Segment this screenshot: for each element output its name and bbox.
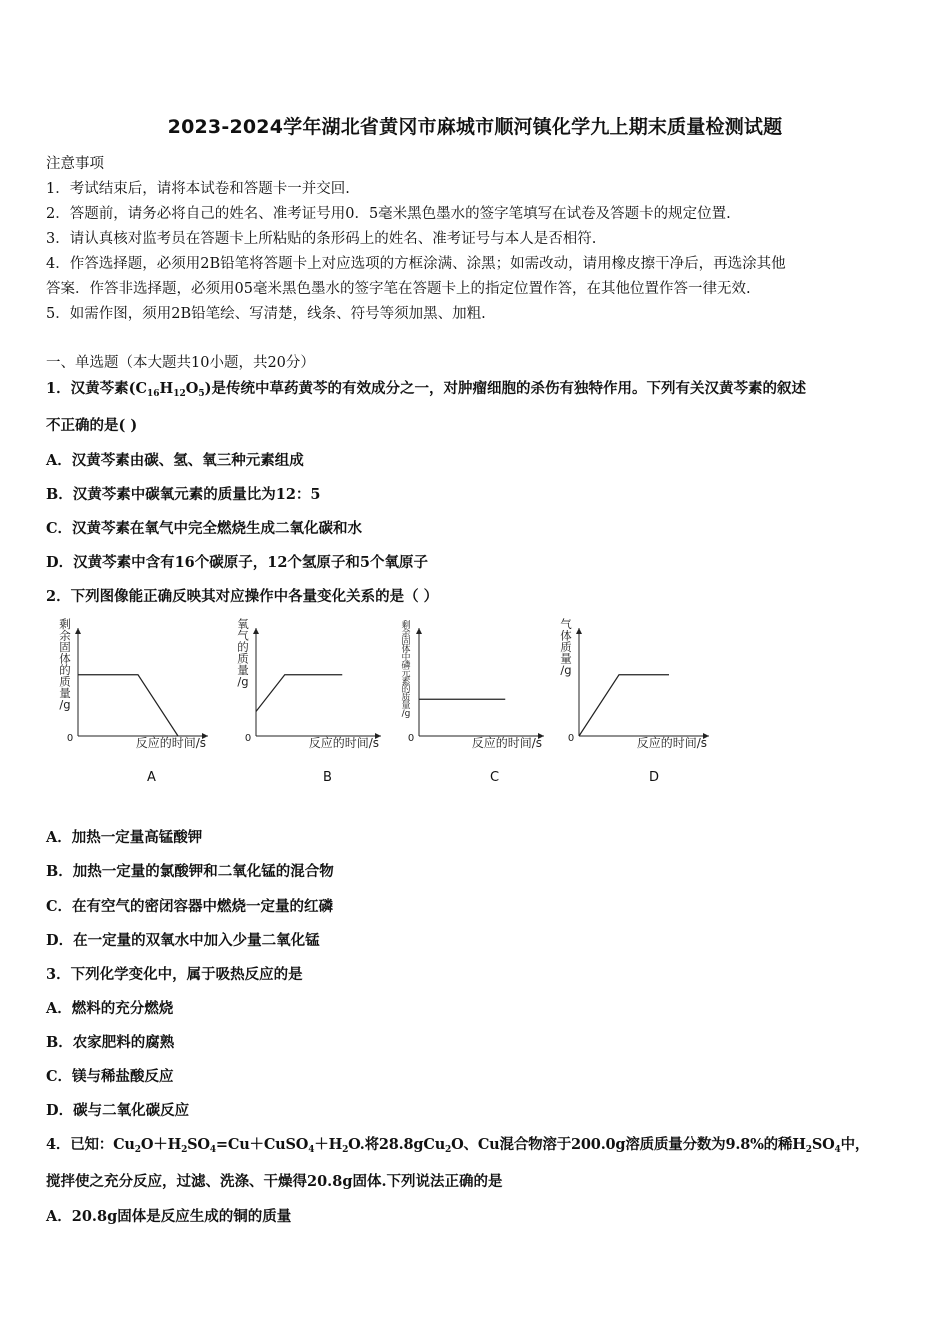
y-axis-label-char: 素 (401, 677, 411, 687)
y-axis-label-char: 的 (237, 640, 249, 654)
y-axis-label-char: 体 (59, 651, 71, 666)
y-axis-label-char: 剩 (401, 621, 411, 631)
section-heading: 一、单选题（本大题共10小题，共20分） (46, 355, 315, 371)
series-line (579, 675, 669, 736)
q3-option-d: D．碳与二氧化碳反应 (46, 1102, 190, 1119)
y-axis-label-char: 量 (560, 651, 572, 666)
origin-label: 0 (66, 733, 74, 744)
series-line (78, 675, 178, 736)
x-axis-label: 反应的时间/s (471, 736, 542, 750)
x-axis-label: 反应的时间/s (135, 736, 206, 750)
y-axis-label-char: 量 (237, 663, 249, 677)
q2-option-d: D．在一定量的双氧水中加入少量二氧化锰 (46, 932, 320, 949)
y-axis-label-char: 固 (59, 640, 71, 654)
y-axis-label-char: 元 (401, 669, 411, 679)
question-4-stem: 4．已知：$Cu_2O+H_2SO_4=Cu+CuSO_4+H_2O$.将28.8gCu$_2$O、Cu混合物溶于200.0g溶质质量分数为9.8%的稀$H_2SO_4$中， (46, 1136, 870, 1155)
y-axis-label-char: 剩 (59, 618, 71, 631)
y-axis-label-char: 质 (560, 640, 572, 654)
y-axis-label-char: 的 (401, 685, 411, 695)
q1-option-c: C．汉黄芩素在氧气中完全燃烧生成二氧化碳和水 (46, 520, 363, 537)
q2-option-b: B．加热一定量的氯酸钾和二氧化锰的混合物 (46, 863, 334, 880)
y-axis-label-char: /g (401, 709, 411, 719)
chart-a-label: A (147, 770, 156, 785)
y-axis-label-char: 余 (59, 628, 71, 643)
y-axis-label-char: 量 (59, 686, 71, 700)
y-axis-label-char: /g (237, 674, 249, 689)
chart-c-label: C (490, 770, 500, 785)
notice-item: 2．答题前，请务必将自己的姓名、准考证号用0．5毫米黑色墨水的签字笔填写在试卷及答题卡的规定位置. (46, 206, 731, 222)
y-axis-label-char: 中 (401, 653, 411, 663)
chart-d-label: D (649, 770, 660, 785)
q3-option-c: C．镁与稀盐酸反应 (46, 1068, 174, 1085)
y-axis-label-char: 质 (237, 651, 249, 666)
notice-item: 答案．作答非选择题，必须用05毫米黑色墨水的签字笔在答题卡上的指定位置作答，在其他位置作答一律无效. (46, 281, 751, 297)
q3-option-b: B．农家肥料的腐熟 (46, 1034, 175, 1051)
origin-label: 0 (244, 733, 252, 744)
y-axis-label-char: 气 (560, 618, 572, 631)
notice-item: 5．如需作图，须用2B铅笔绘、写清楚，线条、符号等须加黑、加粗. (46, 306, 486, 322)
y-axis-arrow (75, 628, 81, 634)
y-axis-label-char: 气 (237, 628, 249, 643)
notice-heading: 注意事项 (46, 156, 104, 172)
origin-label: 0 (567, 733, 575, 744)
origin-label: 0 (407, 733, 415, 744)
y-axis-label-char: 体 (401, 645, 411, 655)
x-axis-label: 反应的时间/s (308, 736, 379, 750)
q2-option-a: A．加热一定量高锰酸钾 (46, 829, 203, 846)
y-axis-label-char: 量 (401, 701, 411, 711)
y-axis-label-char: /g (59, 697, 71, 712)
y-axis-label-char: 的 (59, 663, 71, 677)
y-axis-label-char: 质 (401, 693, 411, 703)
y-axis-arrow (576, 628, 582, 634)
question-4-stem-line2: 搅拌使之充分反应，过滤、洗涤、干燥得20.8g固体.下列说法正确的是 (46, 1173, 503, 1190)
chart-a (52, 618, 222, 758)
q3-option-a: A．燃料的充分燃烧 (46, 1000, 174, 1017)
y-axis-label-char: 体 (560, 628, 572, 643)
page-title: 2023-2024学年湖北省黄冈市麻城市顺河镇化学九上期末质量检测试题 (167, 116, 783, 138)
question-3-stem: 3．下列化学变化中，属于吸热反应的是 (46, 966, 303, 983)
y-axis-label-char: 氧 (237, 618, 249, 631)
notice-item: 3．请认真核对监考员在答题卡上所粘贴的条形码上的姓名、准考证号与本人是否相符. (46, 231, 597, 247)
series-line (256, 675, 342, 712)
y-axis-label-char: 余 (401, 629, 411, 639)
q4-option-a: A．20.8g固体是反应生成的铜的质量 (46, 1208, 292, 1225)
q1-option-a: A．汉黄芩素由碳、氢、氧三种元素组成 (46, 452, 304, 469)
y-axis-arrow (416, 628, 422, 634)
q1-option-d: D．汉黄芩素中含有16个碳原子，12个氢原子和5个氧原子 (46, 554, 429, 571)
notice-item: 4．作答选择题，必须用2B铅笔将答题卡上对应选项的方框涂满、涂黑；如需改动，请用橡皮擦干净后，再选涂其他 (46, 256, 786, 272)
q1-option-b: B．汉黄芩素中碳氧元素的质量比为12：5 (46, 486, 321, 503)
y-axis-label-char: 质 (59, 674, 71, 689)
question-1-stem: 1．汉黄芩素$(C_{16}H_{12}O_5)$是传统中草药黄芩的有效成分之一，对肿瘤细胞的杀伤有独特作用。下列有关汉黄芩素的叙述 (46, 380, 807, 399)
y-axis-arrow (253, 628, 259, 634)
chart-b (230, 618, 395, 758)
chart-c (393, 618, 558, 758)
y-axis-label-char: 磷 (401, 661, 411, 671)
chart-b-label: B (323, 770, 332, 785)
question-2-stem: 2．下列图像能正确反映其对应操作中各量变化关系的是（ ） (46, 588, 439, 605)
x-axis-label: 反应的时间/s (636, 736, 707, 750)
y-axis-label-char: 固 (401, 637, 411, 647)
q2-option-c: C．在有空气的密闭容器中燃烧一定量的红磷 (46, 898, 334, 915)
chart-d (553, 618, 723, 758)
y-axis-label-char: /g (560, 663, 572, 677)
question-1-stem-line2: 不正确的是( ) (46, 417, 138, 434)
notice-item: 1．考试结束后，请将本试卷和答题卡一并交回. (46, 181, 350, 197)
